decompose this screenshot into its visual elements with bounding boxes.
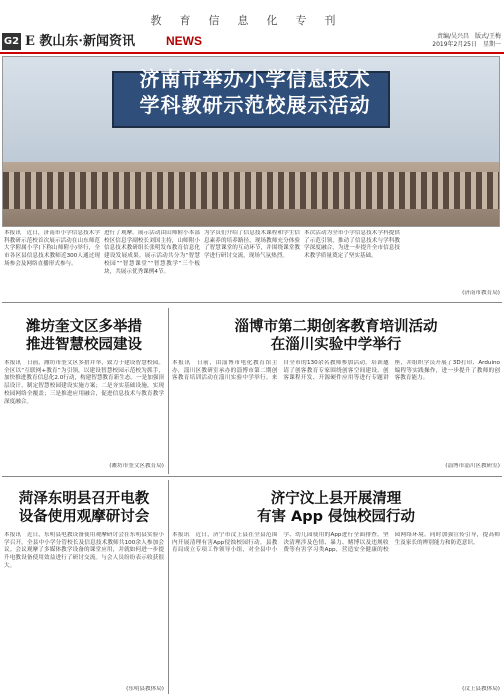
headline-1-line2: 学科教研示范校展示活动 — [139, 93, 371, 117]
audience — [3, 172, 499, 209]
news-label: NEWS — [166, 34, 202, 48]
headline-4 — [4, 490, 164, 526]
headline-5 — [172, 490, 500, 526]
headline-1-line1: 济南市举办小学信息技术 — [139, 67, 371, 91]
article1-col1: 进行了观摩。展示活动由山师附小本部校区信息学副校长刘国主持，山师附小信息技术教研组长张明发布教育信息化建设发展成果。展示活动共分为“智慧校园”“智慧课堂”“智慧教学”三个板块，共展示优秀课例4节。 — [104, 230, 200, 275]
article1-col2: 为学员们介绍了信息技术课程和学生信息素养的培养路径。现场教师充分体验了智慧课堂的互动环节，并围绕课堂教学进行研讨交流，现场气氛热烈。 — [204, 230, 300, 260]
headline-3-line2: 在淄川实验中学举行 — [270, 337, 402, 353]
headline-4-line2: 设备使用观摩研讨会 — [18, 509, 150, 525]
top-banner — [0, 0, 504, 32]
headline-4-line1: 菏泽东明县召开电教 — [18, 491, 150, 507]
edition-date: 2019年2月25日 星期一 — [432, 41, 501, 48]
article5-body: 本报讯 近日，济宁市汶上县在全县范围内开展清理有害App侵蚀校园行动。县教育局成立专项工作领导小组，对全县中小学、幼儿园使用的App进行全面排查，坚决清理涉及色情、暴力、赌博以及违规收费等有害学习类App，营造安全健康的校园网络环境。同时加强宣传引导，提高师生及家长的辨别能力和防范意识。 — [172, 532, 500, 554]
article3-body: 本报讯 日前，由淄博市电化教育馆主办，淄川区教研室承办的淄博市第二期创客教育培训活动在淄川实验中学举行。来自全市的130余名教师参加活动。培训邀请了创客教育专家围绕创客空间建设、创客课程开发、开源硬件应用等进行专题讲座，并组织学员开展了3D打印、Arduino编程等实践操作，进一步提升了教师的创客教育能力。 — [172, 360, 500, 382]
headline-3-line1: 淄博市第二期创客教育培训活动 — [234, 319, 438, 335]
edition-editor: 责编/吴兴昌 版式/王梅 — [436, 33, 501, 40]
headline-5-line1: 济宁汶上县开展清理 — [270, 491, 402, 507]
header-rule — [0, 52, 504, 54]
headline-1 — [70, 66, 440, 118]
article3-source: (淄博市淄川区教研室) — [445, 463, 500, 469]
article5-source: (汶上县教体局) — [462, 686, 500, 692]
headline-2-line1: 潍坊奎文区多举措 — [26, 319, 142, 335]
article1-source: (济南市教育局) — [462, 290, 500, 296]
article2-body: 本报讯 日前，潍坊市奎文区多措并举，致力于建设智慧校园。全区以“互联网+教育”为引领，以建设智慧校园示范校为抓手，加快推进教育信息化2.0行动，构建智慧教育新生态。一是加强顶层设计，制定智慧校园建设实施方案；二是夯实基础设施，实现校园网络全覆盖；三是推进应用融合，促进信息技术与教育教学深度融合。 — [4, 360, 164, 405]
paper-name: E 教山东·新闻资讯 — [25, 34, 135, 49]
divider-2 — [2, 476, 502, 477]
article2-source: (潍坊市奎文区教育局) — [109, 463, 164, 469]
headline-2-line2: 推进智慧校园建设 — [26, 337, 142, 353]
divider-1 — [2, 302, 502, 303]
divider-v2 — [168, 480, 169, 694]
article1-col3: 本次活动为全市小学信息技术学科提供了示范引领，推动了信息技术与学科教学深度融合，为进一步提升全市信息技术教学质量奠定了坚实基础。 — [304, 230, 400, 260]
article1-caption: 本报讯 近日，济南市小学信息技术学科教研示范校首次展示活动在山东师范大学附属小学(下称山师附小)举行，全市各区县信息技术教师近300人通过现场参会及网络直播形式参与。 — [4, 230, 100, 267]
page-badge: G2 — [2, 33, 21, 50]
divider-v1 — [168, 308, 169, 474]
headline-5-line2: 有害 App 侵蚀校园行动 — [256, 509, 416, 525]
headline-3 — [172, 318, 500, 354]
article4-body: 本报讯 近日，东明县电教设备使用观摩研讨会在东明县实验小学召开。全县中小学分管校长及信息技术教师共100余人参加会议。会议观摩了多媒体教学设备的课堂应用，并就如何进一步提升电教设备使用效益进行了研讨交流。与会人员纷纷表示收获很大。 — [4, 532, 164, 569]
article4-source: (东明县教体局) — [126, 686, 164, 692]
headline-2 — [4, 318, 164, 354]
supplement-title: 教育信息化专刊 — [150, 14, 354, 27]
edition-info — [381, 33, 501, 49]
